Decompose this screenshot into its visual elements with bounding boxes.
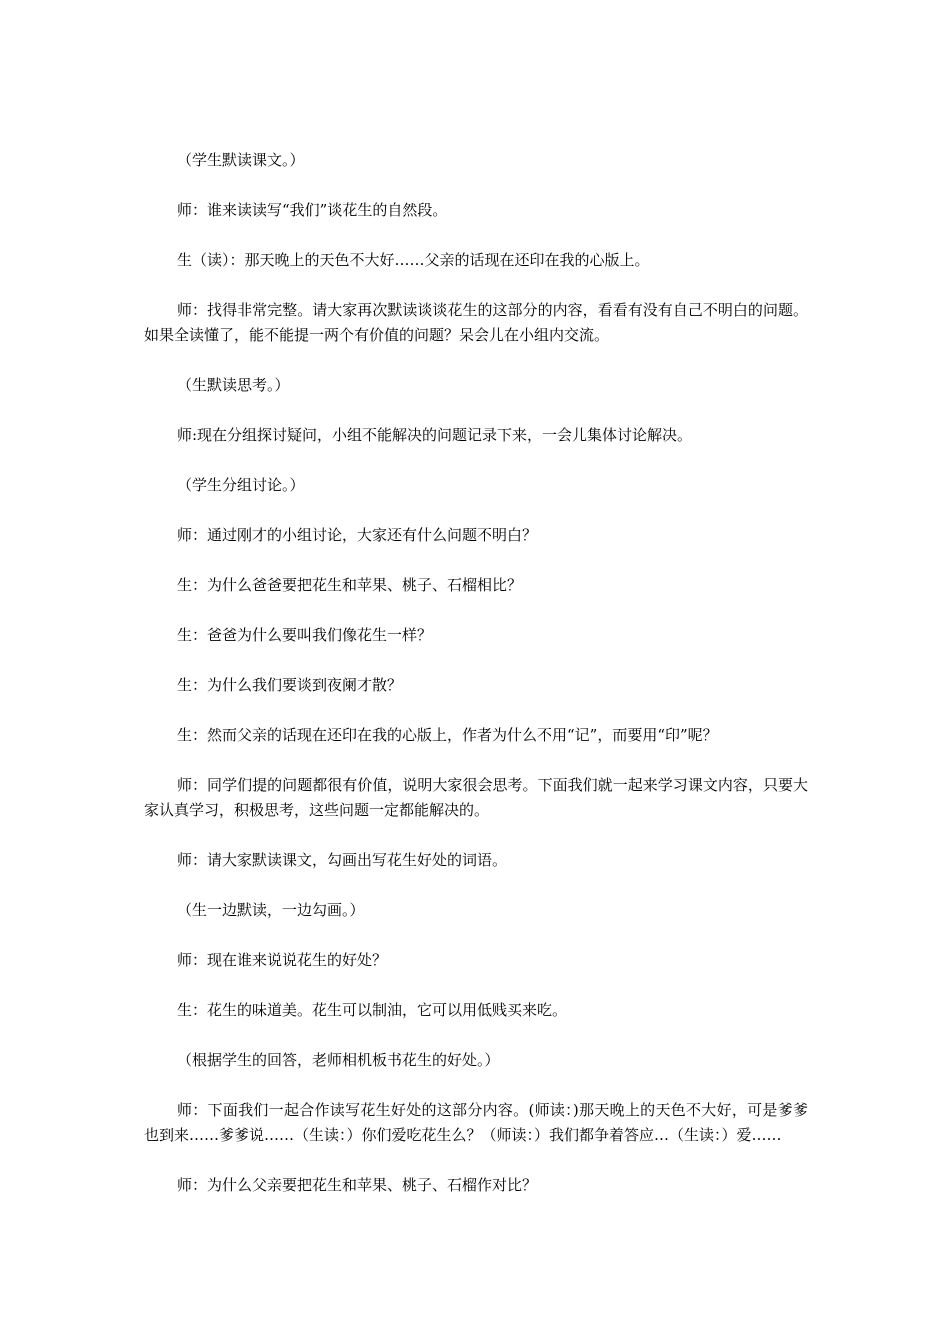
paragraph-14: 师：请大家默读课文，勾画出写花生好处的词语。 bbox=[177, 851, 508, 869]
paragraph-12: 生：然而父亲的话现在还印在我的心版上，作者为什么不用“记”，而要用“印”呢？ bbox=[177, 726, 718, 744]
paragraph-2: 师：谁来读读写“我们”谈花生的自然段。 bbox=[177, 201, 448, 219]
paragraph-8: 师：通过刚才的小组讨论，大家还有什么问题不明白？ bbox=[177, 526, 538, 544]
paragraph-1: （学生默读课文。） bbox=[177, 151, 305, 169]
paragraph-4: 师：找得非常完整。请大家再次默读谈谈花生的这部分的内容，看看有没有自己不明白的问题。如果全读懂了，能不能提一两个有价值的问题？呆会儿在小组内交流。 bbox=[144, 301, 808, 344]
document-body bbox=[144, 148, 808, 1223]
paragraph-6: 师:现在分组探讨疑问，小组不能解决的问题记录下来，一会儿集体讨论解决。 bbox=[177, 426, 693, 444]
paragraph-10: 生：爸爸为什么要叫我们像花生一样？ bbox=[177, 626, 433, 644]
paragraph-15: （生一边默读，一边勾画。） bbox=[177, 901, 365, 919]
paragraph-20: 师：为什么父亲要把花生和苹果、桃子、石榴作对比？ bbox=[177, 1176, 538, 1194]
paragraph-3: 生（读）：那天晚上的天色不大好……父亲的话现在还印在我的心版上。 bbox=[177, 251, 650, 269]
paragraph-7: （学生分组讨论。） bbox=[177, 476, 305, 494]
paragraph-19: 师：下面我们一起合作读写花生好处的这部分内容。(师读：)那天晚上的天色不大好，可是爹爹也到来……爹爹说……（生读：）你们爱吃花生么？（师读：）我们都争着答应…（生读：）爱…… bbox=[144, 1101, 808, 1144]
paragraph-17: 生：花生的味道美。花生可以制油，它可以用低贱买来吃。 bbox=[177, 1001, 568, 1019]
paragraph-11: 生：为什么我们要谈到夜阑才散？ bbox=[177, 676, 403, 694]
paragraph-16: 师：现在谁来说说花生的好处？ bbox=[177, 951, 388, 969]
paragraph-13: 师：同学们提的问题都很有价值，说明大家很会思考。下面我们就一起来学习课文内容，只要大家认真学习，积极思考，这些问题一定都能解决的。 bbox=[144, 776, 808, 819]
paragraph-5: （生默读思考。） bbox=[177, 376, 290, 394]
paragraph-18: （根据学生的回答，老师相机板书花生的好处。） bbox=[177, 1051, 500, 1069]
paragraph-9: 生：为什么爸爸要把花生和苹果、桃子、石榴相比？ bbox=[177, 576, 523, 594]
